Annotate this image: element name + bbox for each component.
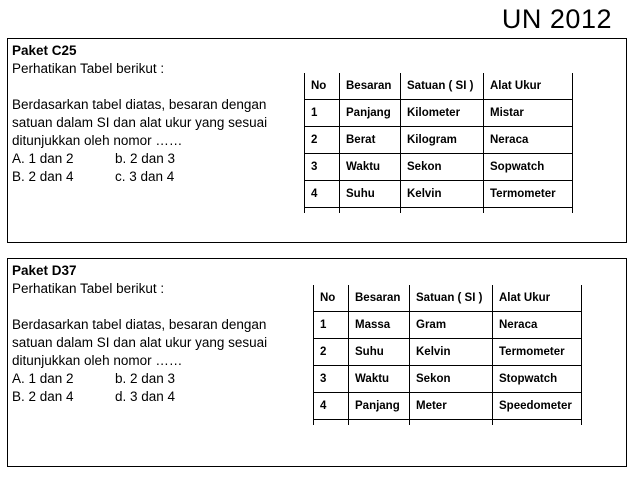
- table-row: [314, 366, 582, 393]
- instruction-text: Perhatikan Tabel berikut :: [12, 61, 165, 76]
- table-cell: Kilogram: [401, 127, 484, 154]
- option-d: d. 3 dan 4: [115, 389, 176, 404]
- quantity-table: [313, 285, 582, 425]
- table-cell: Stopwatch: [493, 366, 582, 393]
- table-cell: Panjang: [349, 393, 410, 420]
- options-row: [12, 168, 302, 186]
- question-panel-d37: [7, 258, 627, 467]
- table-cell: Termometer: [493, 339, 582, 366]
- table-cell: 3: [305, 154, 340, 181]
- instruction-text: Perhatikan Tabel berikut :: [12, 281, 165, 296]
- question-line: ditunjukkan oleh nomor ……: [12, 353, 183, 368]
- table-row: [314, 339, 582, 366]
- table-cell: Meter: [410, 393, 493, 420]
- table-cell: 4: [314, 393, 349, 420]
- table-cell: 1: [305, 100, 340, 127]
- package-label: Paket D37: [12, 263, 77, 278]
- table-cell: Suhu: [340, 181, 401, 208]
- header-no: No: [305, 73, 340, 100]
- options-row: [12, 370, 302, 388]
- table-cell: Termometer: [484, 181, 573, 208]
- header-satuan: Satuan ( SI ): [410, 285, 493, 312]
- header-alat-ukur: Alat Ukur: [484, 73, 573, 100]
- table-cell: Gram: [410, 312, 493, 339]
- table-row: [305, 100, 573, 127]
- table-cell: Sopwatch: [484, 154, 573, 181]
- table-cell: Suhu: [349, 339, 410, 366]
- table-cell: Kelvin: [401, 181, 484, 208]
- header-satuan: Satuan ( SI ): [401, 73, 484, 100]
- option-b-upper: B. 2 dan 4: [12, 169, 74, 184]
- question-panel-c25: [7, 38, 627, 243]
- table-cell: Kelvin: [410, 339, 493, 366]
- option-b: b. 2 dan 3: [115, 151, 176, 166]
- table-row: [314, 312, 582, 339]
- table-cell: 4: [305, 181, 340, 208]
- table-cell: Mistar: [484, 100, 573, 127]
- header-besaran: Besaran: [340, 73, 401, 100]
- package-label: Paket C25: [12, 43, 77, 58]
- table-row: [305, 127, 573, 154]
- table-cell: Berat: [340, 127, 401, 154]
- question-line: satuan dalam SI dan alat ukur yang sesuai: [12, 335, 268, 350]
- table-row: [314, 393, 582, 420]
- header-no: No: [314, 285, 349, 312]
- question-line: Berdasarkan tabel diatas, besaran dengan: [12, 317, 267, 332]
- header-besaran: Besaran: [349, 285, 410, 312]
- option-c: c. 3 dan 4: [115, 169, 175, 184]
- table-cell: Speedometer: [493, 393, 582, 420]
- question-text: [12, 262, 302, 406]
- table-cell: Neraca: [484, 127, 573, 154]
- table-row: [305, 154, 573, 181]
- table-cell: Neraca: [493, 312, 582, 339]
- table-cell: 3: [314, 366, 349, 393]
- question-line: Berdasarkan tabel diatas, besaran dengan: [12, 97, 267, 112]
- table-cell: Waktu: [340, 154, 401, 181]
- table-cell: Kilometer: [401, 100, 484, 127]
- option-b: b. 2 dan 3: [115, 371, 176, 386]
- table-header-row: [314, 285, 582, 312]
- option-b-upper: B. 2 dan 4: [12, 389, 74, 404]
- quantity-table: [304, 73, 573, 213]
- option-a: A. 1 dan 2: [12, 371, 74, 386]
- table-cell: Waktu: [349, 366, 410, 393]
- table-header-row: [305, 73, 573, 100]
- page-title: UN 2012: [501, 4, 612, 34]
- table-cell: Sekon: [410, 366, 493, 393]
- option-a: A. 1 dan 2: [12, 151, 74, 166]
- table-cell: Sekon: [401, 154, 484, 181]
- question-line: ditunjukkan oleh nomor ……: [12, 133, 183, 148]
- table-row: [305, 181, 573, 208]
- table-cell: 1: [314, 312, 349, 339]
- options-row: [12, 150, 302, 168]
- table-cell: 2: [305, 127, 340, 154]
- options-row: [12, 388, 302, 406]
- table-cell: Panjang: [340, 100, 401, 127]
- table-cell: Massa: [349, 312, 410, 339]
- header-alat-ukur: Alat Ukur: [493, 285, 582, 312]
- question-line: satuan dalam SI dan alat ukur yang sesuai: [12, 115, 268, 130]
- question-text: [12, 42, 302, 186]
- table-cell: 2: [314, 339, 349, 366]
